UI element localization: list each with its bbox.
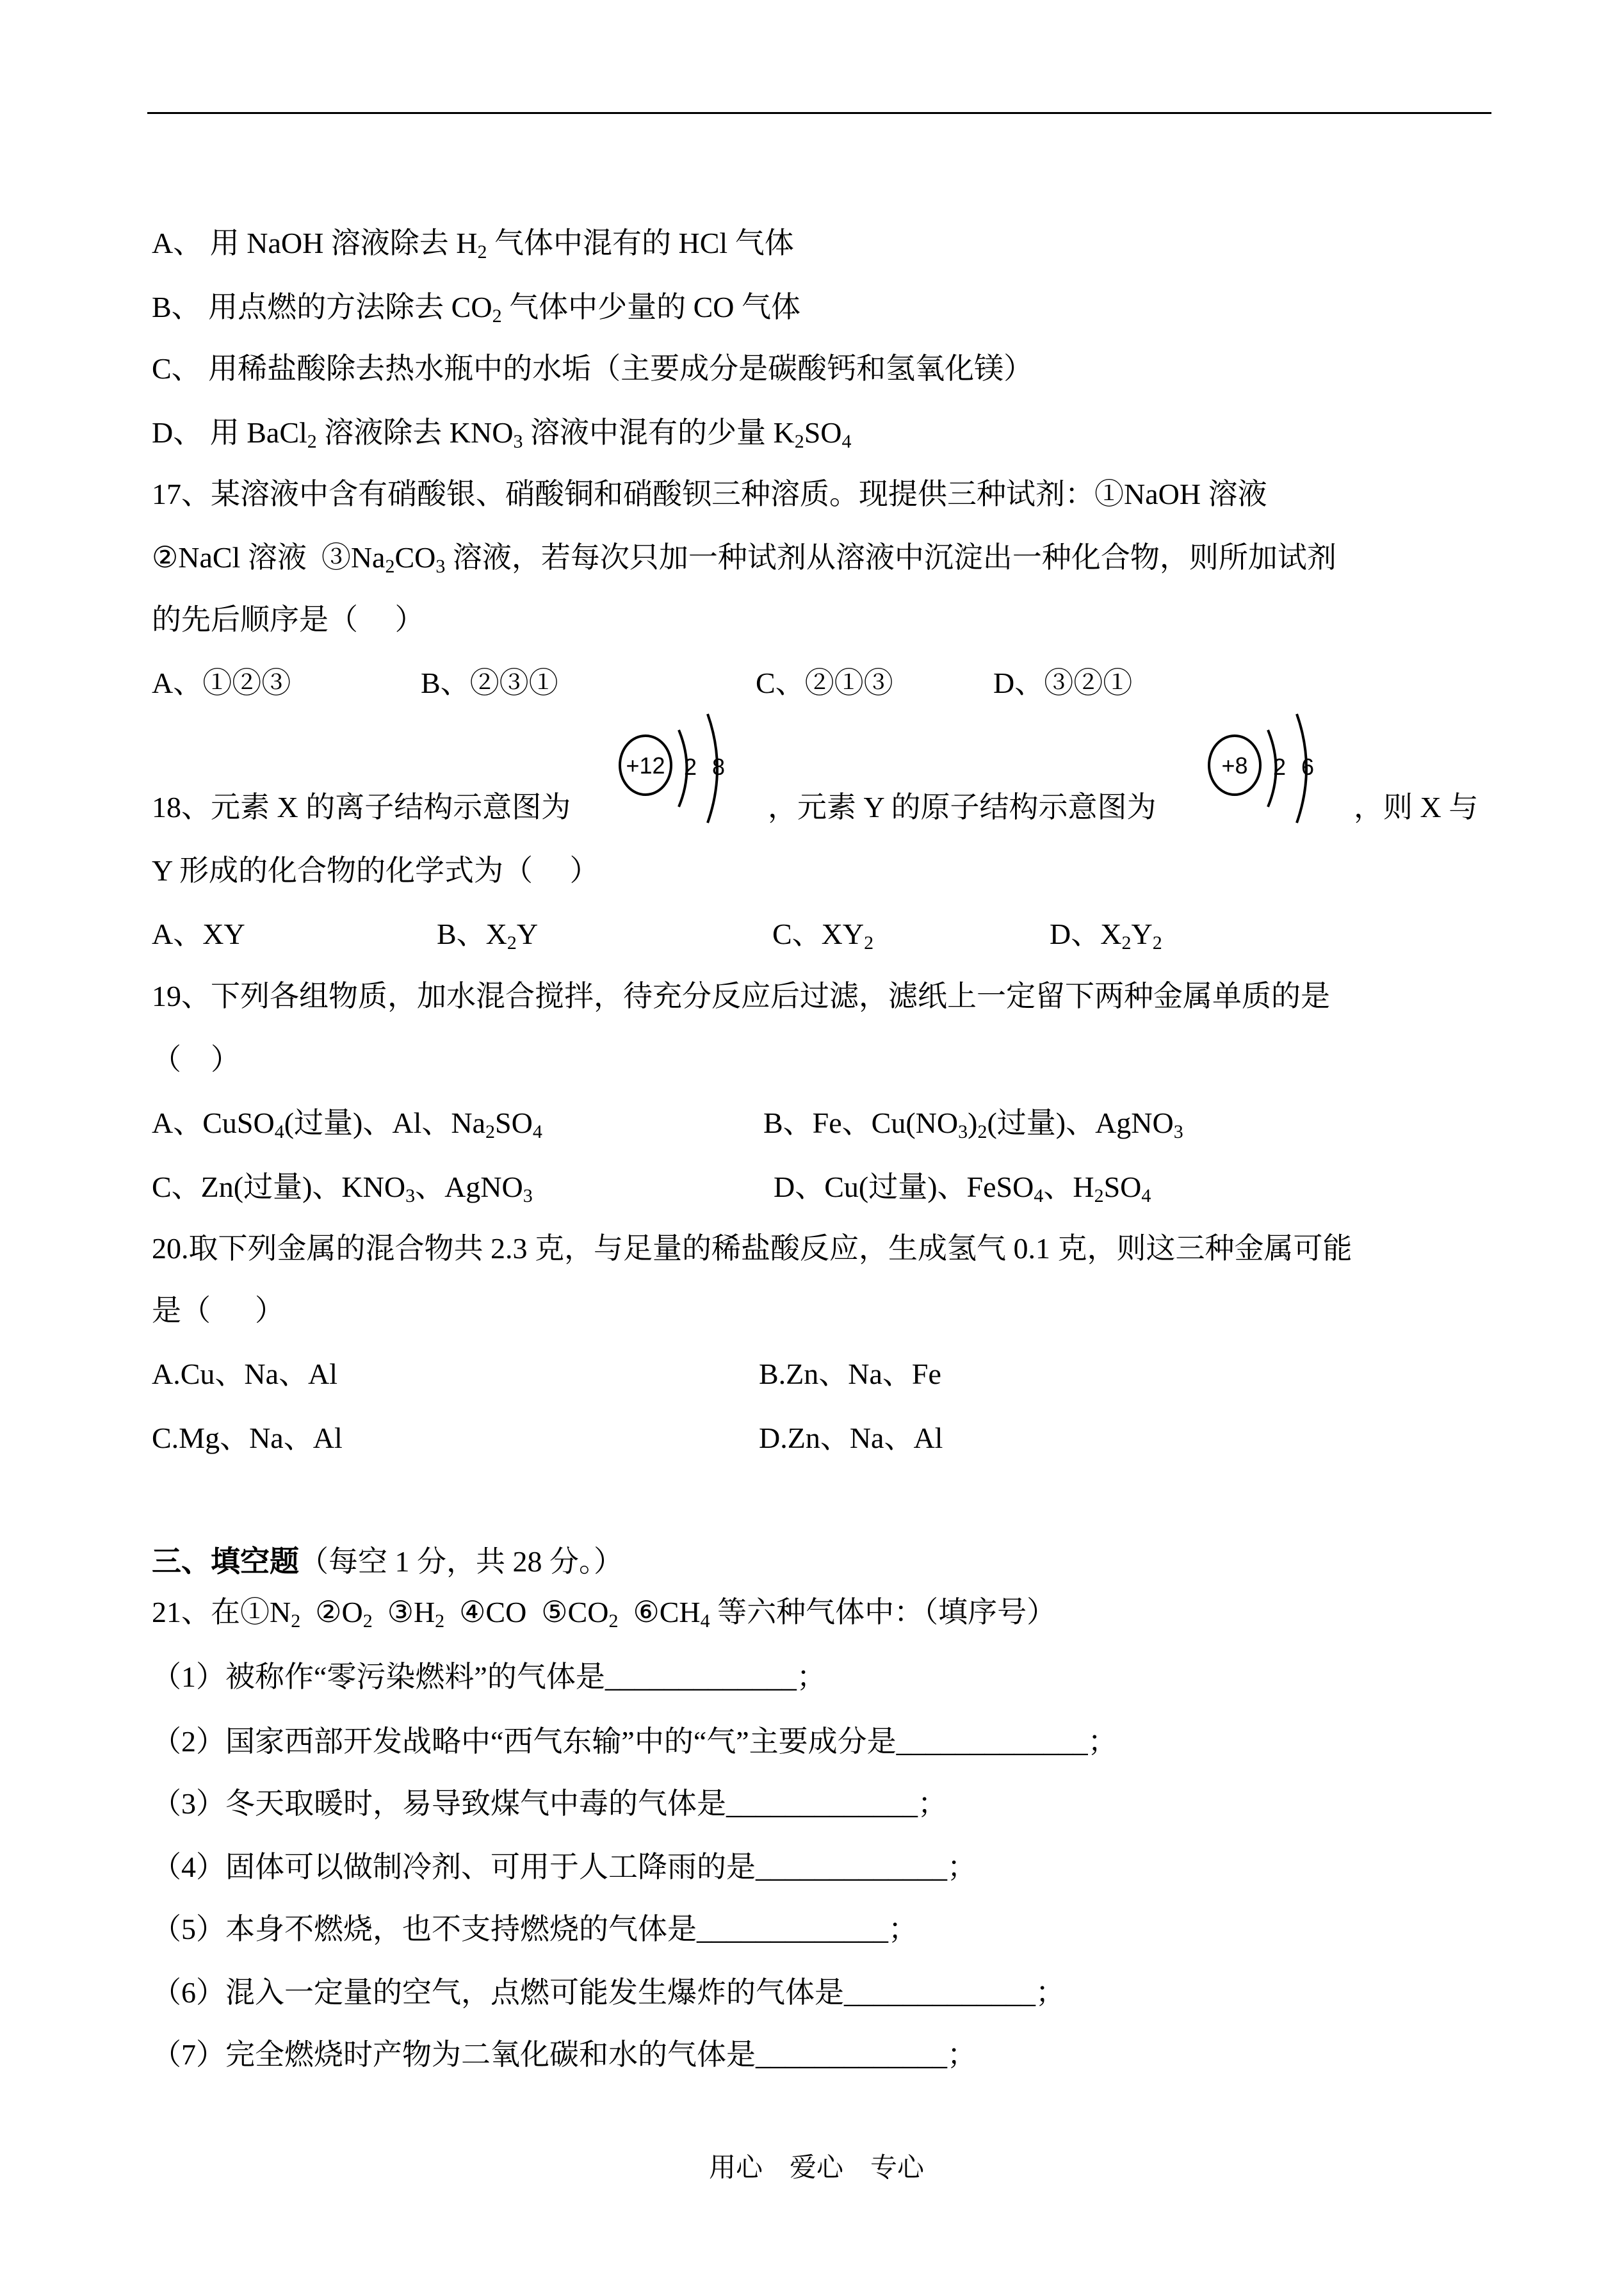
text-line <box>152 415 852 451</box>
text-segment: C、②①③ <box>756 667 893 699</box>
text-segment: 等六种气体中：（填序号） <box>710 1596 1057 1628</box>
text-line <box>152 1849 977 1885</box>
subscript: 4 <box>1141 1185 1151 1206</box>
text-segment: 18、元素 X 的离子结构示意图为 <box>152 791 571 823</box>
text-line <box>152 1975 1065 2011</box>
text-segment: CO <box>394 541 436 574</box>
text-segment: 17、某溶液中含有硝酸银、硝酸铜和硝酸钡三种溶质。现提供三种试剂：①NaOH 溶液 <box>152 478 1267 510</box>
subscript: 2 <box>507 932 517 953</box>
text-segment: ⑥CH <box>618 1596 701 1628</box>
nucleus-charge: +8 <box>1221 752 1248 779</box>
answer-option <box>152 665 291 701</box>
page-footer: 用心 爱心 专心 <box>708 2153 924 2183</box>
text-segment: B、 用点燃的方法除去 CO <box>152 291 492 323</box>
text-segment: （3）冬天取暖时，易导致煤气中毒的气体是_____________； <box>152 1787 947 1820</box>
text-segment: B、②③① <box>421 667 558 699</box>
text-line <box>152 476 1267 512</box>
text-segment: D、X <box>1050 918 1122 950</box>
subscript: 4 <box>274 1121 284 1142</box>
answer-option <box>152 790 571 825</box>
text-segment: ，则 X 与 <box>1354 791 1479 823</box>
shell-1-electrons: 2 <box>1273 754 1287 780</box>
subscript: 3 <box>405 1185 416 1206</box>
text-segment: B、X <box>437 918 507 950</box>
answer-option <box>152 1420 343 1456</box>
atom-structure-diagram-y <box>1204 711 1345 826</box>
text-segment: （6）混入一定量的空气，点燃可能发生爆炸的气体是_____________； <box>152 1976 1065 2009</box>
subscript: 4 <box>700 1610 710 1632</box>
subscript: 2 <box>477 241 487 263</box>
subscript: 3 <box>523 1185 533 1206</box>
text-segment: 气体中混有的 HCl 气体 <box>487 227 794 259</box>
text-segment: A、CuSO <box>152 1107 275 1139</box>
text-segment: ) <box>968 1107 978 1139</box>
text-line <box>152 1724 1117 1760</box>
subscript: 2 <box>291 1610 301 1632</box>
text-segment: D、 用 BaCl <box>152 416 307 449</box>
subscript: 2 <box>492 305 502 327</box>
answer-option <box>756 665 893 701</box>
text-segment: 的先后顺序是（ ） <box>152 603 425 636</box>
text-segment: C、XY <box>772 918 865 950</box>
text-segment: 19、下列各组物质，加水混合搅拌，待充分反应后过滤，滤纸上一定留下两种金属单质的是 <box>152 980 1330 1012</box>
text-segment: 、AgNO <box>415 1171 523 1203</box>
subscript: 2 <box>435 1610 445 1632</box>
text-segment: SO <box>495 1107 533 1139</box>
ion-structure-diagram-x <box>615 711 756 826</box>
answer-option <box>772 916 873 952</box>
answer-option <box>768 790 1157 825</box>
text-segment: A.Cu、Na、Al <box>152 1358 338 1390</box>
subscript: 2 <box>608 1610 619 1632</box>
text-segment: 21、在①N <box>152 1596 291 1628</box>
subscript: 4 <box>1034 1185 1044 1206</box>
subscript: 3 <box>958 1121 968 1142</box>
text-segment: （1）被称作“零污染燃料”的气体是_____________； <box>152 1660 826 1693</box>
answer-option <box>1050 916 1162 952</box>
text-segment: A、XY <box>152 918 245 950</box>
subscript: 3 <box>435 556 446 577</box>
text-line <box>152 1659 826 1695</box>
answer-option <box>993 665 1132 701</box>
text-segment: (过量)、Al、Na <box>284 1107 485 1139</box>
text-segment: Y <box>1131 918 1153 950</box>
text-line <box>152 289 800 325</box>
text-segment: （2）国家西部开发战略中“西气东输”中的“气”主要成分是_____________； <box>152 1725 1117 1758</box>
subscript: 3 <box>513 431 523 452</box>
header-rule <box>147 112 1491 114</box>
nucleus-charge: +12 <box>626 752 665 779</box>
text-line <box>152 602 425 638</box>
answer-option <box>759 1420 943 1456</box>
text-segment: C、 用稀盐酸除去热水瓶中的水垢（主要成分是碳酸钙和氢氧化镁） <box>152 352 1034 385</box>
subscript: 2 <box>864 932 874 953</box>
subscript: 2 <box>1094 1185 1104 1206</box>
text-segment: ③H <box>372 1596 435 1628</box>
text-segment: 溶液中混有的少量 K <box>523 416 795 449</box>
answer-option <box>1354 790 1478 825</box>
text-segment: B.Zn、Na、Fe <box>759 1358 941 1390</box>
text-segment: 、H <box>1043 1171 1094 1203</box>
answer-option <box>774 1169 1151 1205</box>
subscript: 2 <box>362 1610 373 1632</box>
text-line <box>152 2037 977 2073</box>
answer-option <box>152 1105 542 1141</box>
text-line <box>152 1231 1352 1267</box>
text-segment: C、Zn(过量)、KNO <box>152 1171 406 1203</box>
shell-2-electrons: 6 <box>1301 754 1315 780</box>
text-line <box>152 1293 284 1329</box>
text-line <box>152 1042 240 1078</box>
text-segment: ，元素 Y 的原子结构示意图为 <box>768 791 1157 823</box>
text-segment: B、Fe、Cu(NO <box>763 1107 959 1139</box>
text-segment: 溶液除去 KNO <box>316 416 514 449</box>
text-segment: A、 用 NaOH 溶液除去 H <box>152 227 478 259</box>
text-segment: D、③②① <box>993 667 1133 699</box>
text-line <box>152 540 1336 576</box>
subscript: 2 <box>307 431 317 452</box>
text-line <box>152 853 599 889</box>
shell-1-electrons: 2 <box>684 754 697 780</box>
subscript: 2 <box>1121 932 1132 953</box>
text-segment: （每空 1 分，共 28 分。） <box>299 1545 623 1578</box>
text-segment: （4）固体可以做制冷剂、可用于人工降雨的是_____________； <box>152 1851 977 1883</box>
text-line <box>152 978 1330 1014</box>
text-segment: （ ） <box>152 1043 240 1076</box>
text-segment: Y 形成的化合物的化学式为（ ） <box>152 854 599 887</box>
text-segment: Y <box>516 918 539 950</box>
text-segment: 20.取下列金属的混合物共 2.3 克，与足量的稀盐酸反应，生成氢气 0.1 克，则这三种金属可能 <box>152 1232 1352 1265</box>
subscript: 2 <box>977 1121 987 1142</box>
answer-option <box>421 665 558 701</box>
answer-option <box>763 1105 1183 1141</box>
text-segment: SO <box>1103 1171 1142 1203</box>
subscript: 2 <box>485 1121 495 1142</box>
text-line <box>152 1911 918 1947</box>
answer-option <box>152 916 245 952</box>
text-segment: 溶液，若每次只加一种试剂从溶液中沉淀出一种化合物，则所加试剂 <box>445 541 1336 574</box>
subscript: 4 <box>841 431 852 452</box>
answer-option <box>759 1356 941 1392</box>
subscript: 2 <box>385 556 395 577</box>
answer-option <box>152 1169 533 1205</box>
section-heading <box>152 1544 623 1580</box>
text-segment: A、①②③ <box>152 667 291 699</box>
subscript: 2 <box>794 431 804 452</box>
text-segment: 是（ ） <box>152 1294 284 1327</box>
text-segment: ②NaCl 溶液 ③Na <box>152 541 386 574</box>
subscript: 2 <box>1152 932 1162 953</box>
text-segment: （5）本身不燃烧，也不支持燃烧的气体是_____________； <box>152 1913 918 1945</box>
text-segment: D、Cu(过量)、FeSO <box>774 1171 1034 1203</box>
text-line <box>152 225 794 261</box>
text-line <box>152 1786 947 1822</box>
answer-option <box>152 1356 337 1392</box>
text-segment: （7）完全燃烧时产物为二氧化碳和水的气体是_____________； <box>152 2038 977 2071</box>
answer-option <box>437 916 538 952</box>
text-segment: 三、填空题 <box>152 1545 299 1578</box>
text-segment: ④CO ⑤CO <box>444 1596 609 1628</box>
subscript: 3 <box>1173 1121 1183 1142</box>
text-segment: C.Mg、Na、Al <box>152 1422 343 1454</box>
text-segment: D.Zn、Na、Al <box>759 1422 943 1454</box>
text-line <box>152 1594 1056 1630</box>
text-segment: SO <box>804 416 842 449</box>
shell-2-electrons: 8 <box>712 754 726 780</box>
text-line <box>152 351 1033 387</box>
subscript: 4 <box>532 1121 542 1142</box>
text-segment: 气体中少量的 CO 气体 <box>501 291 800 323</box>
text-segment: (过量)、AgNO <box>987 1107 1174 1139</box>
text-segment: ②O <box>300 1596 363 1628</box>
